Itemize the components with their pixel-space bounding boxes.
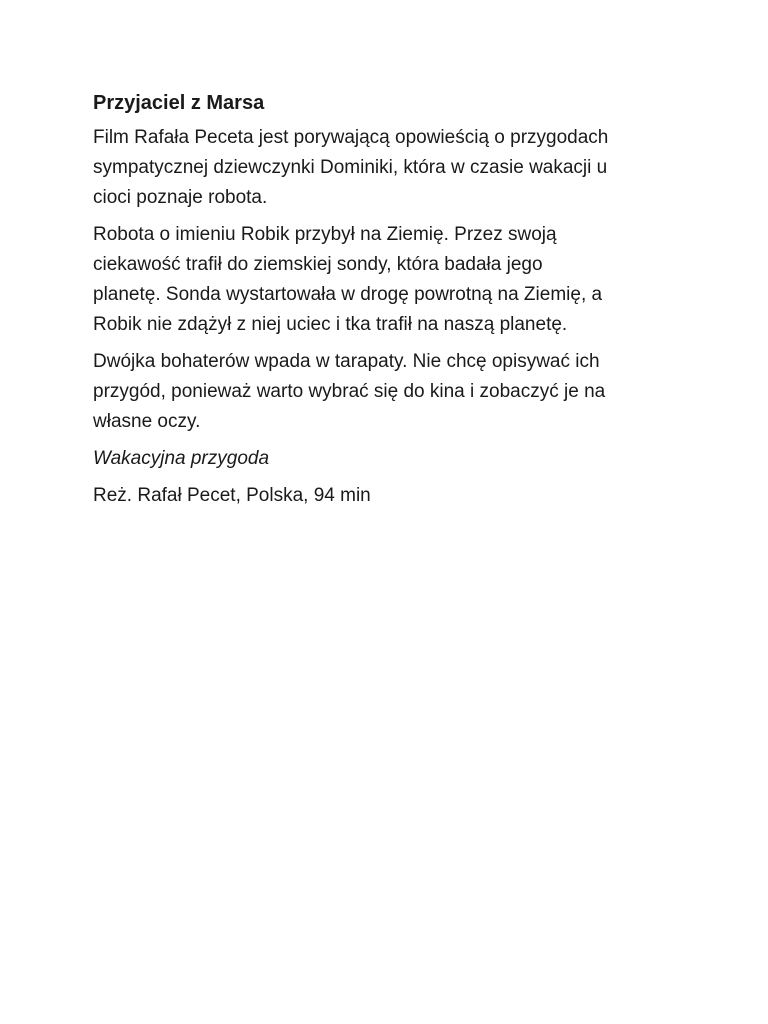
paragraph-line: własne oczy.	[93, 411, 201, 432]
film-subtitle: Wakacyjna przygoda	[93, 448, 270, 469]
film-credits: Reż. Rafał Pecet, Polska, 94 min	[93, 485, 371, 506]
paragraph-line: Dwójka bohaterów wpada w tarapaty. Nie chcę opisywać ich	[93, 351, 600, 372]
paragraph-line: przygód, ponieważ warto wybrać się do kina i zobaczyć je na	[93, 381, 606, 402]
paragraph-line: Robota o imieniu Robik przybył na Ziemię. Przez swoją	[93, 224, 557, 245]
paragraph-line: cioci poznaje robota.	[93, 187, 268, 208]
paragraph-heroes	[93, 347, 683, 437]
paragraph-line: planetę. Sonda wystartowała w drogę powrotną na Ziemię, a	[93, 284, 603, 305]
article-title: Przyjaciel z Marsa	[93, 92, 265, 114]
document-body	[93, 88, 683, 518]
paragraph-intro	[93, 123, 683, 213]
paragraph-line: ciekawość trafił do ziemskiej sondy, która badała jego	[93, 254, 543, 275]
paragraph-robot	[93, 220, 683, 340]
paragraph-line: Film Rafała Peceta jest porywającą opowieścią o przygodach	[93, 127, 609, 148]
paragraph-line: Robik nie zdążył z niej uciec i tka trafił na naszą planetę.	[93, 314, 568, 335]
paragraph-line: sympatycznej dziewczynki Dominiki, która w czasie wakacji u	[93, 157, 608, 178]
